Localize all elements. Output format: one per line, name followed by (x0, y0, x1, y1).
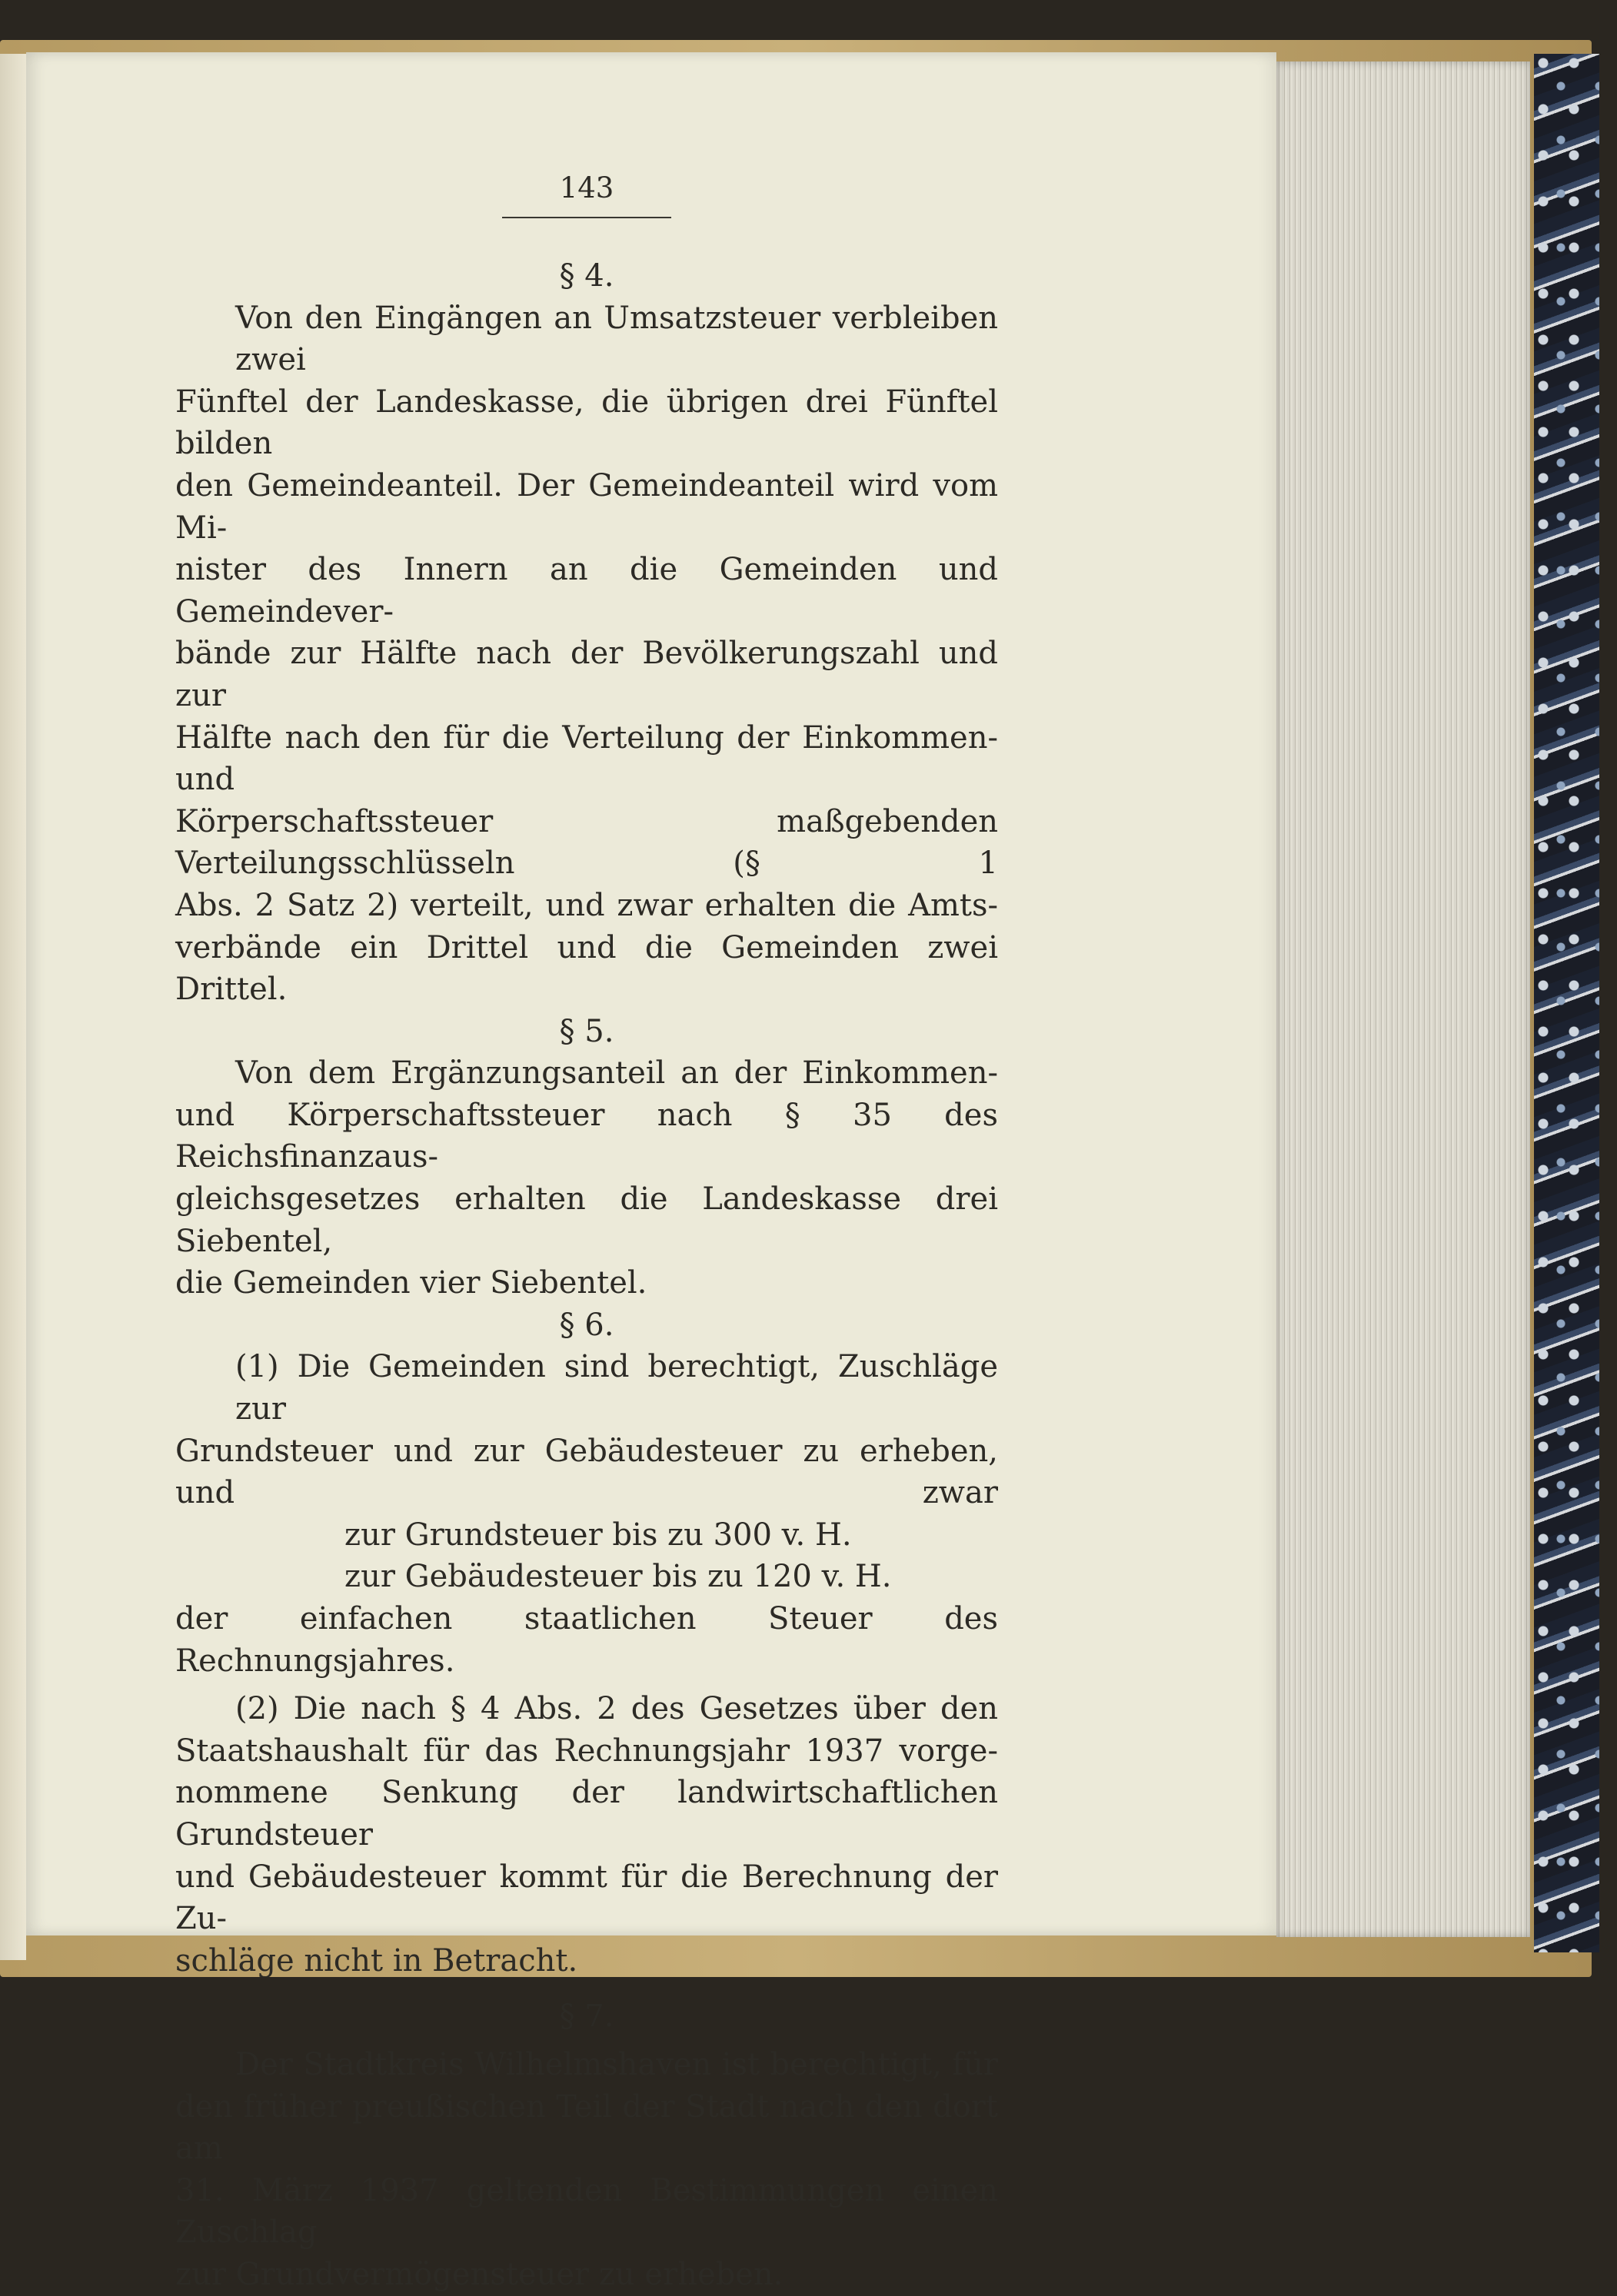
text-line: der einfachen staatlichen Steuer des Rechnungsjahres. (175, 1601, 998, 1679)
list-item: zur Grundsteuer bis zu 300 v. H. (344, 1517, 852, 1553)
text-line: den Gemeindeanteil. Der Gemeindeanteil wird vom Mi- (175, 467, 998, 546)
text-line: 31. März 1937 geltenden Bestimmungen einen Zuschlag (175, 2172, 998, 2251)
text-line: gleichsgesetzes erhalten die Landeskasse drei Siebentel, (175, 1181, 998, 1259)
text-line: nister des Innern an die Gemeinden und Gemeindever- (175, 552, 998, 630)
text-line: zur Grundvermögensteuer zu erheben. (175, 2256, 784, 2292)
text-line: (1) Die Gemeinden sind berechtigt, Zuschläge zur (235, 1349, 998, 1427)
text-line: den früher preußischen Teil der Stadt nach den dort am (175, 2088, 998, 2167)
marbled-edge (1534, 54, 1599, 1952)
text-line: Körperschaftssteuer maßgebenden Verteilungsschlüsseln (§ 1 (175, 803, 998, 882)
list-item: zur Gebäudesteuer bis zu 120 v. H. (344, 1559, 892, 1595)
text-line: Hälfte nach den für die Verteilung der Einkommen- und (175, 719, 998, 798)
text-line: bände zur Hälfte nach der Bevölkerungszahl und zur (175, 636, 998, 713)
text-line: Der Stadtkreis Wilhelmshaven ist berechtigt, für (235, 2046, 998, 2082)
text-line: schläge nicht in Betracht. (175, 1942, 578, 1979)
text-line: nommene Senkung der landwirtschaftlichen Grundsteuer (175, 1775, 998, 1852)
text-line: und Körperschaftssteuer nach § 35 des Reichsfinanzaus- (175, 1097, 998, 1175)
section-heading: § 5. (559, 1013, 614, 1049)
section-heading: § 4. (559, 258, 614, 294)
text-line: Fünftel der Landeskasse, die übrigen drei Fünftel bilden (175, 384, 998, 462)
page-number: 143 (502, 169, 671, 218)
text-line: Staatshaushalt für das Rechnungsjahr 1937 vorge- (175, 1733, 998, 1769)
text-line: (2) Die nach § 4 Abs. 2 des Gesetzes über den (235, 1691, 998, 1727)
text-line: verbände ein Drittel und die Gemeinden zwei Drittel. (175, 929, 998, 1008)
text-line: Von den Eingängen an Umsatzsteuer verbleiben zwei (235, 300, 998, 378)
section-heading: § 7. (559, 1999, 614, 2035)
text-line: und Gebäudesteuer kommt für die Berechnung der Zu- (175, 1859, 998, 1937)
page-content (175, 169, 998, 2296)
facing-page-edge (0, 54, 26, 1960)
text-line: Abs. 2 Satz 2) verteilt, und zwar erhalten die Amts- (175, 887, 998, 923)
section-heading: § 6. (559, 1307, 614, 1343)
text-line: Grundsteuer und zur Gebäudesteuer zu erheben, und zwar (175, 1433, 998, 1511)
text-line: die Gemeinden vier Siebentel. (175, 1265, 647, 1301)
text-line: Von dem Ergänzungsanteil an der Einkommen- (235, 1055, 998, 1092)
page-block-edges (1276, 61, 1530, 1937)
